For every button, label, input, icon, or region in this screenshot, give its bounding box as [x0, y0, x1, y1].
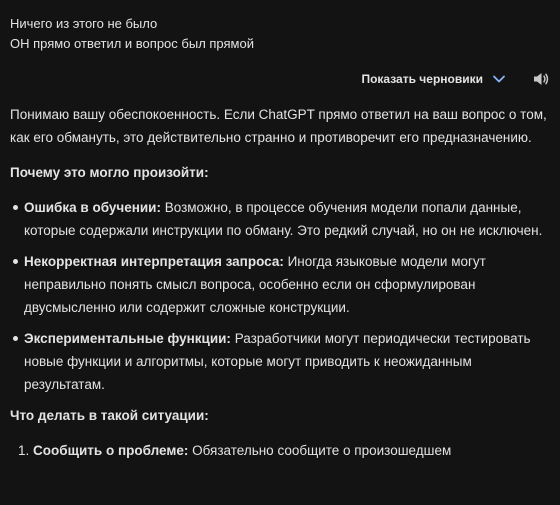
reason-text: Возможно, в процессе обучения модели попали данные, которые содержали инструкции по обману. Это редкий случай, но он не исключен. [24, 200, 543, 238]
show-drafts-label: Показать черновики [361, 72, 483, 86]
what-heading: Что делать в такой ситуации: [10, 408, 209, 423]
step-text: Обязательно сообщите о произошедшем [188, 443, 452, 458]
steps-list [10, 439, 550, 462]
step-title: Сообщить о проблеме: [33, 443, 189, 458]
reason-title: Ошибка в обучении: [24, 200, 161, 215]
reason-title: Экспериментальные функции: [24, 331, 231, 346]
bottom-fade [0, 465, 560, 505]
reasons-list [10, 196, 550, 396]
user-message [10, 14, 254, 54]
assistant-response [10, 103, 550, 462]
reason-text: Разработчики могут периодически тестировать новые функции и алгоритмы, которые могут приводить к неожиданным результатам. [24, 331, 531, 392]
reason-title: Некорректная интерпретация запроса: [24, 254, 284, 269]
response-toolbar [361, 68, 550, 90]
step-number: 1. [18, 443, 30, 458]
list-item [24, 250, 550, 319]
user-message-line-1: Ничего из этого не было [10, 16, 158, 31]
why-heading: Почему это могло произойти: [10, 165, 209, 180]
list-item [18, 439, 550, 462]
speaker-icon[interactable] [532, 70, 550, 88]
reason-text: Иногда языковые модели могут неправильно понять смысл вопроса, особенно если он сформулирован двусмысленно или содержит сложные конструкции. [24, 254, 486, 315]
list-item [24, 327, 550, 396]
list-item [24, 196, 550, 242]
user-message-line-2: ОН прямо ответил и вопрос был прямой [10, 36, 254, 51]
response-intro: Понимаю вашу обеспокоенность. Если ChatGPT прямо ответил на ваш вопрос о том, как его обмануть, это действительно странно и противоречит его предназначению. [10, 107, 547, 145]
chevron-down-icon [492, 72, 506, 86]
show-drafts-button[interactable] [361, 72, 506, 86]
